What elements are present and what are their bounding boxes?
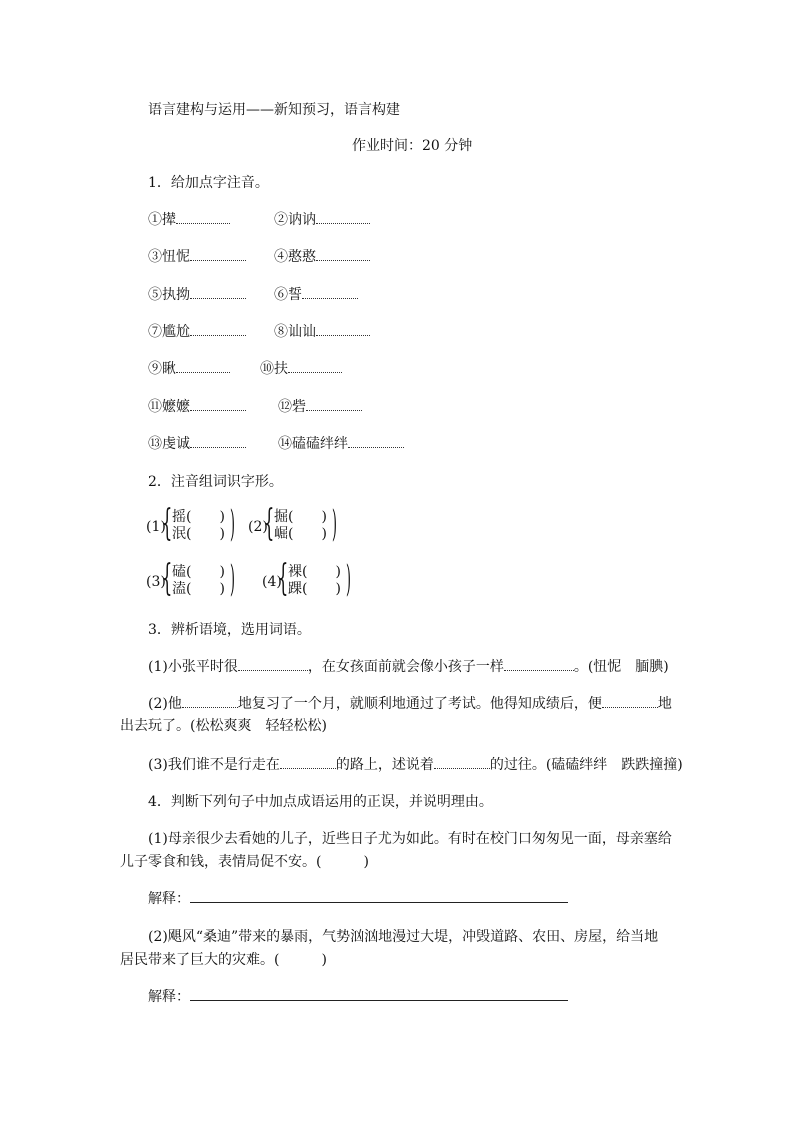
char-row — [288, 581, 341, 598]
group-number: (3) — [146, 574, 166, 590]
answer-paren[interactable]: ( ) — [186, 564, 225, 580]
blank-dotted[interactable] — [348, 435, 404, 448]
char: 掘 — [274, 509, 288, 525]
char: 崛 — [274, 526, 288, 542]
q1-item — [148, 397, 246, 417]
left-brace: { — [264, 503, 275, 544]
blank-dotted[interactable] — [316, 211, 370, 224]
blank-dotted[interactable] — [182, 695, 238, 708]
q1-item — [148, 210, 230, 230]
q1-item-text: ②讷讷 — [274, 212, 316, 228]
group-number: (1) — [146, 519, 166, 535]
q3-stem: 3．辨析语境，选用词语。 — [148, 622, 311, 638]
char-row — [172, 564, 225, 581]
q4-explain-2 — [148, 987, 568, 1007]
blank-dotted[interactable] — [190, 248, 246, 261]
answer-paren[interactable]: ( ) — [186, 526, 225, 542]
sentence-text: (3)我们谁不是行走在 — [148, 757, 280, 773]
q1-item — [274, 247, 370, 267]
blank-dotted[interactable] — [176, 211, 230, 224]
blank-dotted[interactable] — [316, 248, 370, 261]
q1-item-text: ③忸怩 — [148, 249, 190, 265]
q1-item-text: ⑫砦 — [278, 399, 306, 415]
q1-item-text: ⑩扶 — [260, 361, 288, 377]
answer-paren[interactable]: ( ) — [186, 581, 225, 597]
blank-dotted[interactable] — [434, 756, 490, 769]
blank-dotted[interactable] — [190, 286, 246, 299]
q2-group-2 — [248, 503, 348, 546]
q1-item — [148, 247, 246, 267]
q1-item — [260, 359, 342, 379]
blank-dotted[interactable] — [288, 360, 342, 373]
char: 踝 — [288, 581, 302, 597]
q1-item — [278, 434, 404, 454]
q4-sentence-1-line2: 儿子零食和钱，表情局促不安。( ) — [120, 854, 369, 870]
char: 溘 — [172, 581, 186, 597]
answer-paren[interactable]: ( ) — [302, 581, 341, 597]
blank-dotted[interactable] — [238, 658, 308, 671]
answer-line[interactable] — [190, 988, 568, 1001]
blank-dotted[interactable] — [306, 398, 362, 411]
q1-stem: 1．给加点字注音。 — [148, 175, 269, 191]
q1-item-text: ⑦尴尬 — [148, 324, 190, 340]
left-brace: { — [278, 558, 289, 599]
q1-item-text: ⑧讪讪 — [274, 324, 316, 340]
q1-item-text: ①撵 — [148, 212, 176, 228]
q4-sentence-1-line1: (1)母亲很少去看她的儿子，近些日子尤为如此。有时在校门口匆匆见一面，母亲塞给 — [148, 831, 672, 847]
char-row — [172, 526, 225, 543]
sentence-text: 。(忸怩 腼腆) — [573, 659, 669, 675]
blank-dotted[interactable] — [190, 323, 246, 336]
right-paren: ) — [230, 504, 235, 545]
right-paren: ) — [230, 559, 235, 600]
char: 磕 — [172, 564, 186, 580]
q2-group-4 — [262, 558, 362, 601]
sentence-text: (1)小张平时很 — [148, 659, 238, 675]
blank-dotted[interactable] — [504, 658, 574, 671]
q2-group-3 — [146, 558, 246, 601]
q2-group-1 — [146, 503, 246, 546]
q1-item — [274, 285, 358, 305]
sentence-text: 地复习了一个月，就顺利地通过了考试。他得知成绩后，便 — [237, 696, 602, 712]
q1-item — [148, 322, 246, 342]
char-row — [274, 509, 327, 526]
q1-item-text: ⑨瞅 — [148, 361, 176, 377]
left-brace: { — [162, 558, 173, 599]
sentence-text: 的路上，述说着 — [335, 757, 434, 773]
explain-label: 解释： — [148, 891, 190, 907]
right-paren: ) — [346, 559, 351, 600]
right-paren: ) — [332, 504, 337, 545]
q1-item — [148, 359, 230, 379]
q2-stem: 2．注音组词识字形。 — [148, 474, 283, 490]
left-brace: { — [162, 503, 173, 544]
blank-dotted[interactable] — [190, 435, 246, 448]
homework-time: 作业时间：20 分钟 — [352, 138, 473, 154]
answer-paren[interactable]: ( ) — [288, 526, 327, 542]
section-title: 语言建构与运用——新知预习，语言构建 — [148, 102, 400, 118]
q1-item-text: ⑪嬷嬷 — [148, 399, 190, 415]
char-row — [274, 526, 327, 543]
blank-dotted[interactable] — [302, 286, 358, 299]
q1-item — [278, 397, 362, 417]
sentence-text: 的过往。(磕磕绊绊 跌跌撞撞) — [489, 757, 683, 773]
char: 泯 — [172, 526, 186, 542]
q4-sentence-2-line2: 居民带来了巨大的灾难。( ) — [120, 952, 327, 968]
q3-sentence-2-cont: 出去玩了。(松松爽爽 轻轻松松) — [120, 718, 327, 734]
blank-dotted[interactable] — [316, 323, 370, 336]
explain-label: 解释： — [148, 989, 190, 1005]
group-number: (2) — [248, 519, 268, 535]
q4-explain-1 — [148, 889, 568, 909]
q4-sentence-2-line1: (2)飓风“桑迪”带来的暴雨，气势汹汹地漫过大堤，冲毁道路、农田、房屋，给当地 — [148, 929, 659, 945]
blank-dotted[interactable] — [280, 756, 336, 769]
answer-paren[interactable]: ( ) — [186, 509, 225, 525]
q1-item — [148, 434, 246, 454]
answer-line[interactable] — [190, 890, 568, 903]
blank-dotted[interactable] — [602, 695, 658, 708]
q4-stem: 4．判断下列句子中加点成语运用的正误，并说明理由。 — [148, 794, 493, 810]
char-row — [172, 509, 225, 526]
q3-sentence-1 — [148, 657, 669, 677]
blank-dotted[interactable] — [190, 398, 246, 411]
q1-item-text: ⑥誓 — [274, 287, 302, 303]
char-row — [172, 581, 225, 598]
sentence-text: ，在女孩面前就会像小孩子一样 — [307, 659, 504, 675]
answer-paren[interactable]: ( ) — [302, 564, 341, 580]
q1-item-text: ④憨憨 — [274, 249, 316, 265]
answer-paren[interactable]: ( ) — [288, 509, 327, 525]
q1-item-text: ⑭磕磕绊绊 — [278, 436, 348, 452]
sentence-text: 地 — [657, 696, 672, 712]
q1-item — [274, 322, 370, 342]
q1-item-text: ⑬虔诚 — [148, 436, 190, 452]
char-row — [288, 564, 341, 581]
q1-item-text: ⑤执拗 — [148, 287, 190, 303]
q1-item — [148, 285, 246, 305]
char: 摇 — [172, 509, 186, 525]
blank-dotted[interactable] — [176, 360, 230, 373]
char: 裸 — [288, 564, 302, 580]
q3-sentence-3 — [148, 755, 683, 775]
q1-item — [274, 210, 370, 230]
sentence-text: (2)他 — [148, 696, 182, 712]
group-number: (4) — [262, 574, 282, 590]
q3-sentence-2 — [148, 694, 672, 714]
